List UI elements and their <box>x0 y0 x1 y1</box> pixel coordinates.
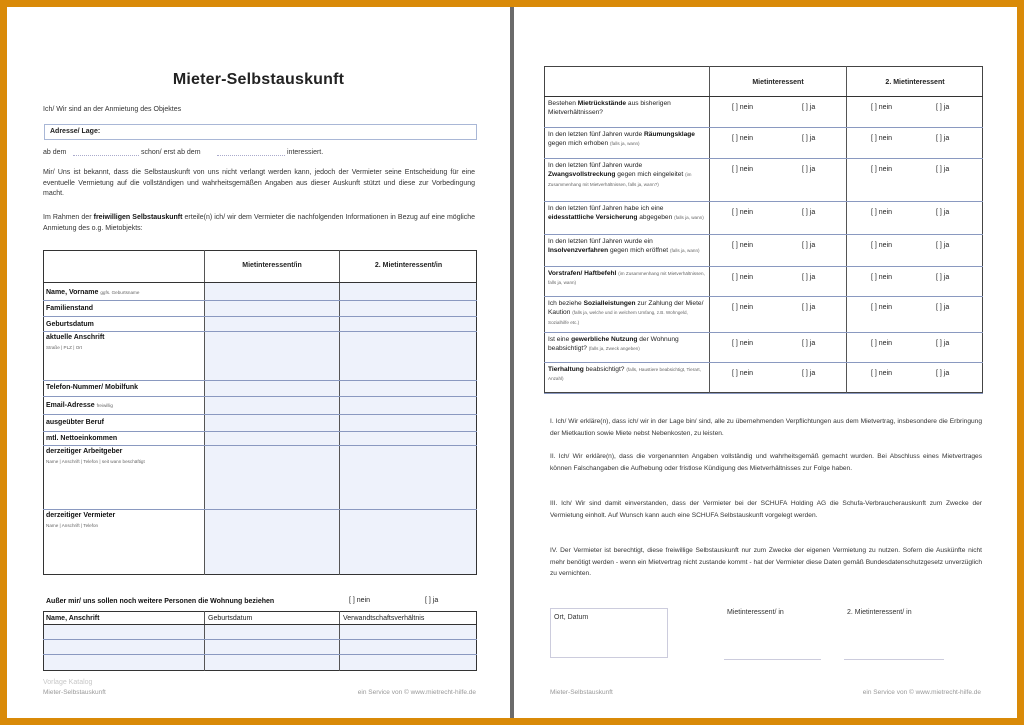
table-rule <box>544 96 983 97</box>
question-text: aus bisherigen Mietverhältnissen? <box>548 100 671 117</box>
table-rule <box>544 234 983 235</box>
declaration-4: IV. Der Vermieter ist berechtigt, diese freiwillige Selbstauskunft nur zum Zwecke der eigenen Vermietung zu nutzen. Sofern die Auskünfte nicht mehr benötigt werden - wenn ein Mietvertrag nicht zustande kommt - hat der Vermieter diese Daten gemäß Bundesdatenschutzgesetz unverzüglich zu vernichten. <box>550 547 982 577</box>
question-keyword: gewerbliche Nutzung <box>571 336 638 343</box>
table-divider <box>204 250 205 575</box>
question-note: (im Zusammenhang mit Mietverhältnissen, falls ja, wann) <box>548 271 705 286</box>
row-label-text: Telefon-Nummer/ Mobilfunk <box>46 384 139 391</box>
declaration-1: I. Ich/ Wir erkläre(n), dass ich/ wir in der Lage bin/ sind, alle zu übernehmenden Verpflichtungen aus dem Mietvertrag, insbesondere die Erbringung der Mietkaution sowie Miete nebst Nebenkosten, zu leisten. <box>550 418 982 437</box>
column-header-2: 2. Mietinteressent <box>885 79 945 86</box>
table-rule <box>544 393 983 394</box>
question-text: gegen mich eingeleitet <box>615 171 684 179</box>
declaration-3: III. Ich/ Wir sind damit einverstanden, dass der Vermieter bei der SCHUFA Holding AG die Schufa-Verbraucherauskunft zum Zwecke der Vermietung einholt. Auf Wunsch kann auch eine SCHUFA Selbstauskunft vorgelegt werden. <box>550 500 982 519</box>
persons-input-area[interactable] <box>44 624 476 670</box>
question-text: In den letzten fünf Jahren wurde <box>548 131 645 138</box>
question-keyword: Räumungsklage <box>644 131 695 138</box>
table-divider <box>846 66 847 393</box>
question-note: (falls ja, wann) <box>669 248 700 254</box>
question-label <box>548 237 706 256</box>
question-ja-checkbox-2[interactable]: [ ] ja <box>936 274 950 281</box>
signature-1-line[interactable] <box>724 659 821 660</box>
table-rule <box>43 639 477 640</box>
question-ja-checkbox-1[interactable]: [ ] ja <box>802 166 816 173</box>
question-note: (falls, Haustiere beabsichtigt, Tierart, Anzahl) <box>548 367 701 382</box>
question-nein-checkbox-2[interactable]: [ ] nein <box>871 104 893 111</box>
question-text: gegen mich eröffnet <box>608 247 669 255</box>
question-nein-checkbox-1[interactable]: [ ] nein <box>732 135 754 142</box>
question-note: (falls ja, welche und in welchem Umfang, z.B. Wohngeld, Sozialhilfe etc.) <box>548 310 688 325</box>
question-keyword: eidesstattliche Versicherung <box>548 214 638 222</box>
declaration-2: II. Ich/ Wir erkläre(n), dass die vorgenannten Angaben vollständig und wahrheitsgemäß gemacht wurden. Bei Abschluss eines Mietvertrages können Falschangaben die Aufhebung oder fristlose Kündigung des Mietverhältnisses zur Folge haben. <box>550 453 982 472</box>
ort-datum-label: Ort, Datum <box>554 614 589 621</box>
question-nein-checkbox-1[interactable]: [ ] nein <box>732 340 754 347</box>
row-label <box>46 434 117 444</box>
table-divider <box>709 66 710 393</box>
question-ja-checkbox-2[interactable]: [ ] ja <box>936 340 950 347</box>
row-note: freiwillig <box>96 403 113 408</box>
ab-dem-label: ab dem <box>43 149 67 156</box>
address-field[interactable] <box>44 124 477 140</box>
row-label-text: aktuelle Anschrift <box>46 334 105 341</box>
question-text: gegen mich erhoben <box>548 140 609 148</box>
question-nein-checkbox-1[interactable]: [ ] nein <box>732 304 754 311</box>
row-label-text: derzeitiger Vermieter <box>46 512 116 519</box>
row-label <box>46 383 138 393</box>
table-rule <box>43 396 477 397</box>
question-ja-checkbox-2[interactable]: [ ] ja <box>936 104 950 111</box>
table-rule <box>43 445 477 446</box>
question-nein-checkbox-2[interactable]: [ ] nein <box>871 166 893 173</box>
table-rule <box>43 509 477 510</box>
row-label-text: Email-Adresse <box>46 402 95 409</box>
question-note: (falls ja, wann) <box>674 215 704 221</box>
table-rule <box>544 201 983 202</box>
question-label <box>548 269 706 288</box>
question-note: (falls ja, wann) <box>609 141 640 147</box>
table-rule <box>544 296 983 297</box>
table-rule <box>43 431 477 432</box>
question-nein-checkbox-2[interactable]: [ ] nein <box>871 340 893 347</box>
row-label-text: Familienstand <box>46 305 94 312</box>
row-note: Name | Anschrift | Telefon <box>46 522 99 528</box>
page-left <box>7 7 510 718</box>
question-label <box>548 365 706 384</box>
question-ja-checkbox-1[interactable]: [ ] ja <box>802 304 816 311</box>
table-rule <box>544 127 983 128</box>
persons-question: Außer mir/ uns sollen noch weitere Personen die Wohnung beziehen <box>46 598 275 605</box>
question-ja-checkbox-2[interactable]: [ ] ja <box>936 135 950 142</box>
table-divider <box>204 611 205 671</box>
interessiert-label: interessiert. <box>287 149 324 156</box>
table-rule <box>544 266 983 267</box>
row-label-text: Name, Vorname <box>46 289 99 296</box>
table-rule <box>43 331 477 332</box>
question-ja-checkbox-1[interactable]: [ ] ja <box>802 104 816 111</box>
question-label <box>548 161 706 189</box>
paragraph-2-bold: freiwilligen Selbstauskunft <box>93 214 183 221</box>
paragraph-1: Mir/ Uns ist bekannt, dass die Selbstauskunft von uns nicht verlangt werden kann, jedoch der Vermieter seine Entscheidung für eine eventuelle Vermietung auf die vollständigen und wahrheitsgemäßen Angaben aus dieser Auskunft stützt und diese zur Vorbedingung macht. <box>43 169 475 197</box>
question-text: In den letzten fünf Jahren wurde <box>548 162 643 169</box>
schon-label: schon/ erst ab dem <box>141 149 201 156</box>
row-label <box>46 511 115 530</box>
question-nein-checkbox-2[interactable]: [ ] nein <box>871 304 893 311</box>
table-divider <box>339 611 340 671</box>
question-keyword: Insolvenzverfahren <box>548 247 609 255</box>
persons-ja-checkbox[interactable]: [ ] ja <box>425 597 439 604</box>
persons-col-relation: Verwandtschaftsverhältnis <box>343 615 425 622</box>
table-divider <box>339 250 340 575</box>
table-rule <box>43 414 477 415</box>
persons-col-birth: Geburtsdatum <box>208 615 253 622</box>
question-ja-checkbox-2[interactable]: [ ] ja <box>936 209 950 216</box>
question-label <box>548 204 706 223</box>
question-ja-checkbox-1[interactable]: [ ] ja <box>802 135 816 142</box>
footer-right: ein Service von © www.mietrecht-hilfe.de <box>862 689 981 696</box>
date-field-2[interactable] <box>217 148 285 156</box>
question-nein-checkbox-2[interactable]: [ ] nein <box>871 135 893 142</box>
question-nein-checkbox-2[interactable]: [ ] nein <box>871 209 893 216</box>
table-rule <box>43 654 477 655</box>
question-ja-checkbox-2[interactable]: [ ] ja <box>936 242 950 249</box>
table-rule <box>43 300 477 301</box>
question-ja-checkbox-1[interactable]: [ ] ja <box>802 242 816 249</box>
row-label <box>46 320 94 330</box>
question-ja-checkbox-1[interactable]: [ ] ja <box>802 274 816 281</box>
question-keyword: Sozialleistungen <box>583 300 636 307</box>
signature-2-label: 2. Mietinteressent/ in <box>847 609 912 616</box>
question-ja-checkbox-1[interactable]: [ ] ja <box>802 370 816 377</box>
column-header-2: 2. Mietinteressent/in <box>374 262 443 269</box>
question-label <box>548 335 706 354</box>
page-title: Mieter-Selbstauskunft <box>172 71 345 88</box>
question-ja-checkbox-1[interactable]: [ ] ja <box>802 209 816 216</box>
question-label <box>548 99 706 118</box>
persons-nein-checkbox[interactable]: [ ] nein <box>349 597 371 604</box>
question-keyword: Vorstrafen/ Haftbefehl <box>548 270 617 277</box>
signature-1-label: Mietinteressent/ in <box>727 609 784 616</box>
row-label <box>46 333 104 352</box>
page-right <box>514 7 1017 718</box>
question-text: Bestehen <box>548 100 578 107</box>
question-nein-checkbox-2[interactable]: [ ] nein <box>871 370 893 377</box>
question-nein-checkbox-1[interactable]: [ ] nein <box>732 209 754 216</box>
row-note: Name | Anschrift | Telefon | seit wann beschäftigt <box>46 458 145 464</box>
watermark: Vorlage Katalog <box>43 679 93 686</box>
row-note: Straße | PLZ | Ort <box>46 344 83 350</box>
table-rule <box>43 316 477 317</box>
column-header-1: Mietinteressent/in <box>242 262 302 269</box>
paragraph-2-pre: Im Rahmen der <box>43 214 94 221</box>
question-ja-checkbox-1[interactable]: [ ] ja <box>802 340 816 347</box>
table-rule <box>544 362 983 363</box>
row-label-text: mtl. Nettoeinkommen <box>46 435 118 442</box>
row-label <box>46 418 104 428</box>
question-text: beabsichtigt? <box>583 366 625 373</box>
row-note: ggfs. Geburtsname <box>100 290 140 295</box>
footer-left: Mieter-Selbstauskunft <box>550 689 613 696</box>
question-nein-checkbox-1[interactable]: [ ] nein <box>732 242 754 249</box>
paragraph-2-post: erteile(n) ich/ wir dem Vermieter die nachfolgenden Informationen in Bezug auf eine mögliche Anmietung des o.g. Mietobjekts: <box>43 214 475 232</box>
question-nein-checkbox-2[interactable]: [ ] nein <box>871 242 893 249</box>
question-note: (falls ja, Zweck angeben) <box>588 346 640 352</box>
row-label <box>46 304 93 314</box>
table-rule <box>43 282 477 283</box>
footer-left: Mieter-Selbstauskunft <box>43 689 106 696</box>
paragraph-2 <box>43 213 475 234</box>
table-rule <box>544 332 983 333</box>
table-input-area[interactable] <box>205 282 476 574</box>
question-nein-checkbox-2[interactable]: [ ] nein <box>871 274 893 281</box>
date-field-1[interactable] <box>73 148 139 156</box>
intro-text: Ich/ Wir sind an der Anmietung des Objektes <box>43 106 182 113</box>
table-rule <box>43 624 477 625</box>
question-text: der Wohnung beabsichtigt? <box>548 336 679 353</box>
question-ja-checkbox-2[interactable]: [ ] ja <box>936 304 950 311</box>
question-note: (im Zusammenhang mit Mietverhältnissen, falls ja, wann?) <box>548 172 692 187</box>
question-ja-checkbox-2[interactable]: [ ] ja <box>936 166 950 173</box>
question-text: zur Zahlung der Miete/ Kaution <box>548 300 704 317</box>
question-nein-checkbox-1[interactable]: [ ] nein <box>732 104 754 111</box>
table-rule <box>544 158 983 159</box>
row-label-text: Geburtsdatum <box>46 321 94 328</box>
row-label <box>46 288 139 298</box>
question-label <box>548 130 706 149</box>
row-label <box>46 401 113 411</box>
row-label-text: derzeitiger Arbeitgeber <box>46 448 123 455</box>
question-keyword: Zwangsvollstreckung <box>548 171 616 179</box>
table-rule <box>43 380 477 381</box>
question-nein-checkbox-1[interactable]: [ ] nein <box>732 166 754 173</box>
question-text: abgegeben <box>637 214 673 222</box>
question-nein-checkbox-1[interactable]: [ ] nein <box>732 274 754 281</box>
question-text: Ist eine <box>548 336 572 343</box>
row-label-text: ausgeübter Beruf <box>46 419 104 426</box>
question-ja-checkbox-2[interactable]: [ ] ja <box>936 370 950 377</box>
address-label: Adresse/ Lage: <box>50 128 101 135</box>
question-keyword: Tierhaltung <box>548 366 584 373</box>
question-text: In den letzten fünf Jahren habe ich eine <box>548 205 664 212</box>
footer-right: ein Service von © www.mietrecht-hilfe.de <box>357 689 476 696</box>
row-label <box>46 447 145 466</box>
question-label <box>548 299 706 327</box>
column-header-1: Mietinteressent <box>752 79 804 86</box>
question-text: In den letzten fünf Jahren wurde ein <box>548 238 653 245</box>
question-nein-checkbox-1[interactable]: [ ] nein <box>732 370 754 377</box>
signature-2-line[interactable] <box>844 659 944 660</box>
persons-col-name: Name, Anschrift <box>46 615 100 622</box>
question-text: Ich beziehe <box>548 300 584 307</box>
question-keyword: Mietrückstände <box>577 100 627 107</box>
